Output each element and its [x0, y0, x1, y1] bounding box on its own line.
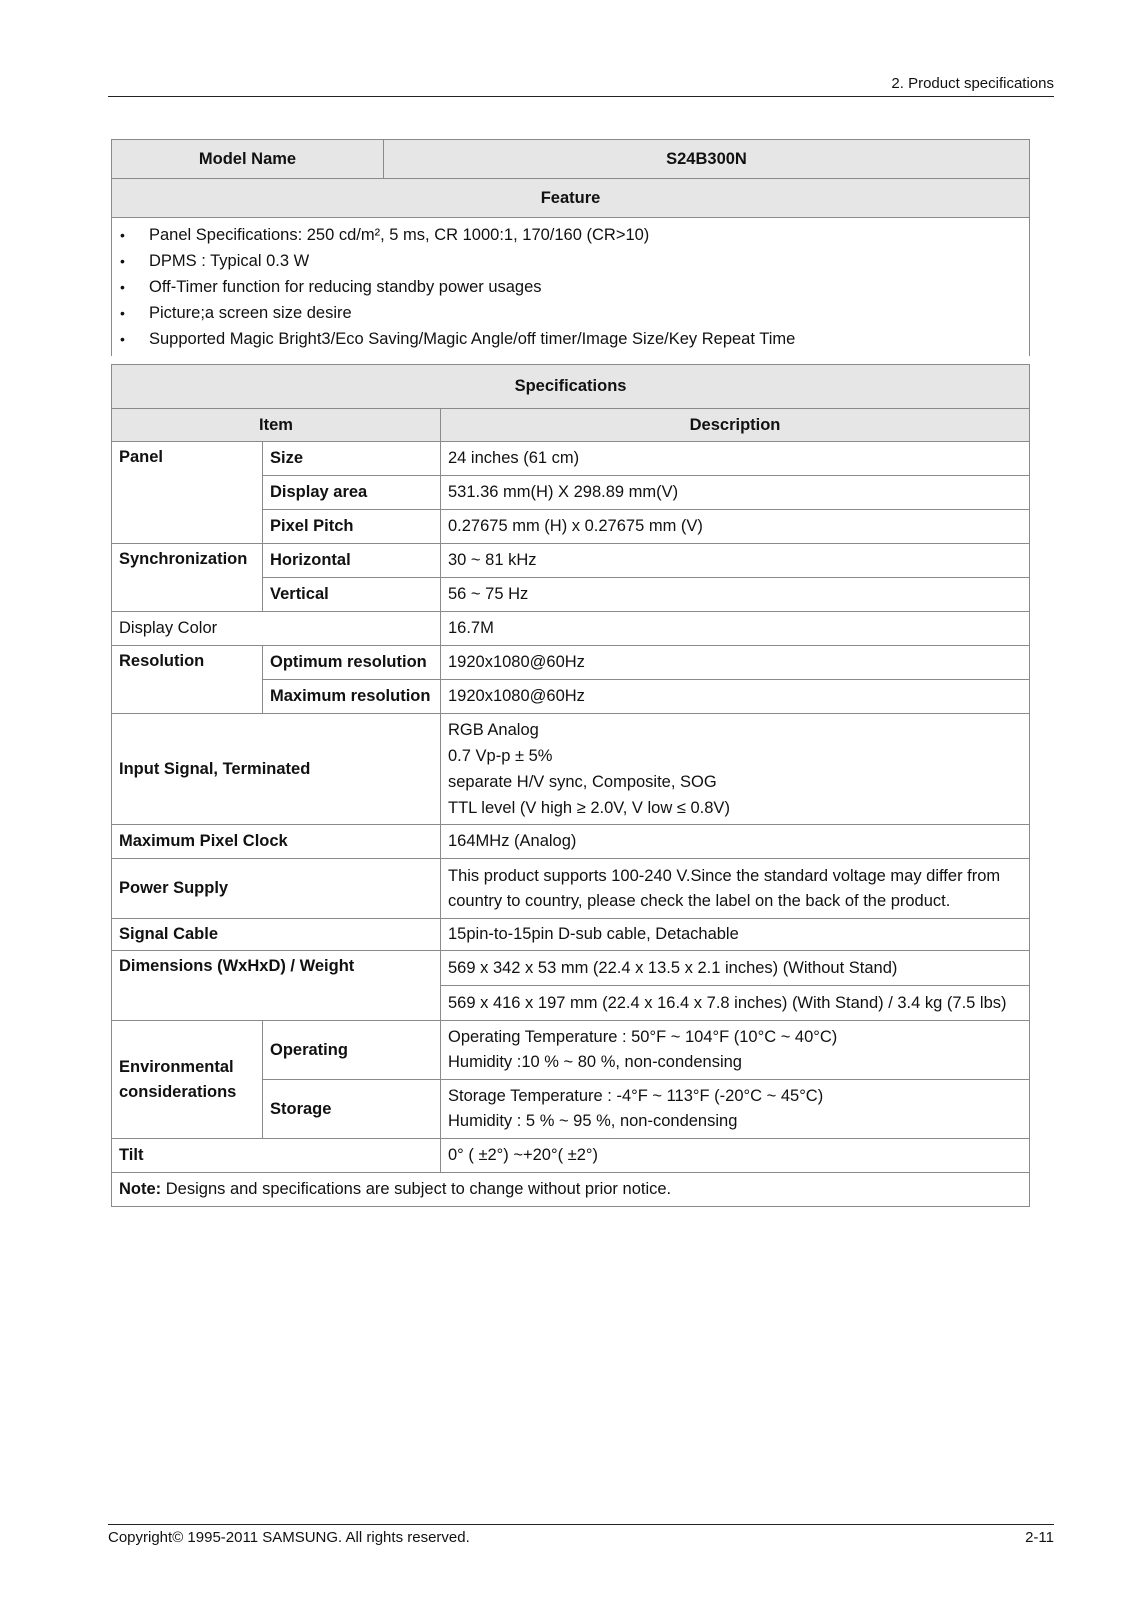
panel-label: Panel — [112, 442, 263, 544]
synchronization-label: Synchronization — [112, 544, 263, 612]
feature-item: • Off-Timer function for reducing standby power usages — [120, 274, 1029, 300]
power-supply-label: Power Supply — [112, 859, 441, 919]
signal-cable-label: Signal Cable — [112, 919, 441, 951]
tilt-label: Tilt — [112, 1139, 441, 1173]
signal-cable-value: 15pin-to-15pin D-sub cable, Detachable — [441, 919, 1030, 951]
size-label: Size — [263, 442, 441, 476]
feature-list — [120, 222, 1029, 352]
maximum-resolution-value: 1920x1080@60Hz — [441, 680, 1030, 714]
storage-label: Storage — [263, 1080, 441, 1139]
input-signal-label: Input Signal, Terminated — [112, 714, 441, 825]
dimensions-with-stand: 569 x 416 x 197 mm (22.4 x 16.4 x 7.8 inches) (With Stand) / 3.4 kg (7.5 lbs) — [441, 986, 1030, 1021]
storage-line: Humidity : 5 % ~ 95 %, non-condensing — [448, 1112, 738, 1130]
page-header — [108, 74, 1054, 97]
display-area-value: 531.36 mm(H) X 298.89 mm(V) — [441, 476, 1030, 510]
item-column-header: Item — [112, 409, 441, 442]
size-value: 24 inches (61 cm) — [441, 442, 1030, 476]
environmental-label-line: considerations — [119, 1082, 237, 1101]
vertical-value: 56 ~ 75 Hz — [441, 578, 1030, 612]
horizontal-value: 30 ~ 81 kHz — [441, 544, 1030, 578]
note-label: Note: — [119, 1180, 162, 1198]
input-signal-line: RGB Analog — [448, 721, 539, 739]
section-title: 2. Product specifications — [891, 75, 1054, 92]
feature-item: • Picture;a screen size desire — [120, 300, 1029, 326]
operating-label: Operating — [263, 1021, 441, 1080]
pixel-clock-value: 164MHz (Analog) — [441, 825, 1030, 859]
feature-item: • DPMS : Typical 0.3 W — [120, 248, 1029, 274]
note-row — [112, 1173, 1030, 1207]
input-signal-line: separate H/V sync, Composite, SOG — [448, 773, 717, 791]
dimensions-without-stand: 569 x 342 x 53 mm (22.4 x 13.5 x 2.1 inches) (Without Stand) — [441, 951, 1030, 986]
operating-line: Operating Temperature : 50°F ~ 104°F (10°C ~ 40°C) — [448, 1028, 838, 1046]
pixel-pitch-value: 0.27675 mm (H) x 0.27675 mm (V) — [441, 510, 1030, 544]
page-number: 2-11 — [1025, 1529, 1054, 1546]
specifications-title: Specifications — [112, 365, 1030, 409]
page-footer — [108, 1524, 1054, 1547]
operating-value — [441, 1021, 1030, 1080]
feature-item: • Panel Specifications: 250 cd/m², 5 ms, CR 1000:1, 170/160 (CR>10) — [120, 222, 1029, 248]
tilt-value: 0° ( ±2°) ~+20°( ±2°) — [441, 1139, 1030, 1173]
feature-title: Feature — [112, 179, 1030, 218]
dimensions-label: Dimensions (WxHxD) / Weight — [112, 951, 441, 1021]
pixel-pitch-label: Pixel Pitch — [263, 510, 441, 544]
display-color-label: Display Color — [112, 612, 441, 646]
model-name-value: S24B300N — [384, 140, 1030, 179]
pixel-clock-label: Maximum Pixel Clock — [112, 825, 441, 859]
display-area-label: Display area — [263, 476, 441, 510]
copyright: Copyright© 1995-2011 SAMSUNG. All rights reserved. — [108, 1529, 470, 1546]
power-supply-value: This product supports 100-240 V.Since the standard voltage may differ from country to country, please check the label on the back of the product. — [441, 859, 1030, 919]
specifications-table — [111, 364, 1030, 1207]
optimum-resolution-label: Optimum resolution — [263, 646, 441, 680]
input-signal-line: TTL level (V high ≥ 2.0V, V low ≤ 0.8V) — [448, 799, 730, 817]
model-name-label: Model Name — [112, 140, 384, 179]
input-signal-line: 0.7 Vp-p ± 5% — [448, 747, 553, 765]
storage-line: Storage Temperature : -4°F ~ 113°F (-20°C ~ 45°C) — [448, 1087, 824, 1105]
storage-value — [441, 1080, 1030, 1139]
vertical-label: Vertical — [263, 578, 441, 612]
input-signal-value — [441, 714, 1030, 825]
optimum-resolution-value: 1920x1080@60Hz — [441, 646, 1030, 680]
description-column-header: Description — [441, 409, 1030, 442]
feature-list-cell — [112, 218, 1030, 357]
note-text: Designs and specifications are subject to change without prior notice. — [161, 1180, 672, 1198]
environmental-label — [112, 1021, 263, 1139]
model-feature-table — [111, 139, 1030, 356]
maximum-resolution-label: Maximum resolution — [263, 680, 441, 714]
feature-item: • Supported Magic Bright3/Eco Saving/Magic Angle/off timer/Image Size/Key Repeat Time — [120, 326, 1029, 352]
display-color-value: 16.7M — [441, 612, 1030, 646]
horizontal-label: Horizontal — [263, 544, 441, 578]
environmental-label-line: Environmental — [119, 1057, 234, 1076]
resolution-label: Resolution — [112, 646, 263, 714]
operating-line: Humidity :10 % ~ 80 %, non-condensing — [448, 1053, 742, 1071]
